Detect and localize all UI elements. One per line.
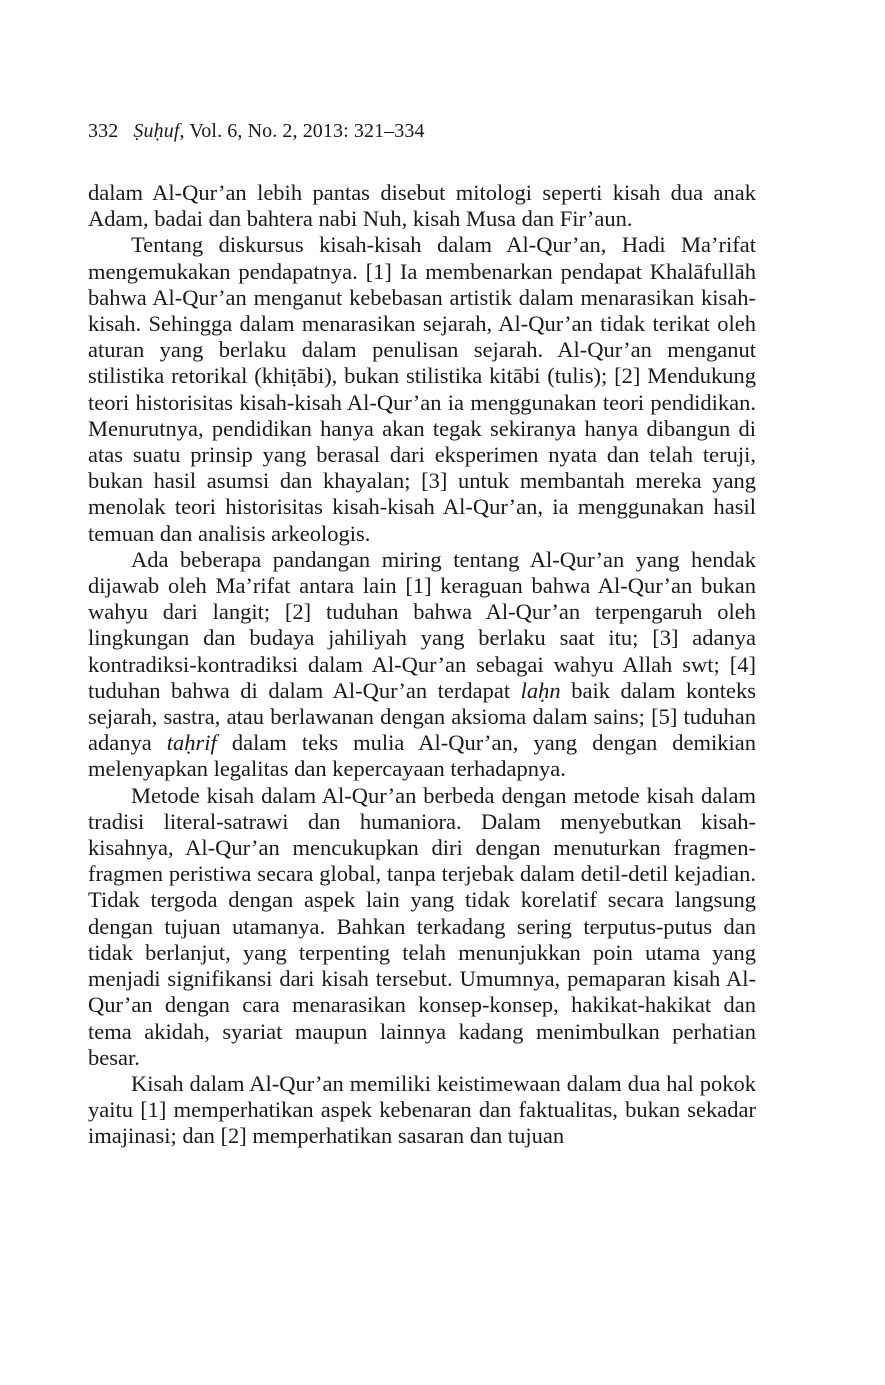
journal-name: Ṣuḥuf,: [133, 120, 185, 142]
body-text: [88, 180, 756, 1150]
page-number: 332: [88, 120, 119, 142]
term-tahrif: taḥrif: [166, 730, 217, 756]
paragraph-3-text-c: dalam teks mulia Al-Qur’an, yang dengan demikian melenyapkan legalitas dan kepercayaan terhadapnya.: [88, 730, 756, 782]
paragraph-2: Tentang diskursus kisah-kisah dalam Al-Qur’an, Hadi Ma’rifat mengemukakan pendapatnya. [1] Ia membenarkan pendapat Khalāfullāh bahwa Al-Qur’an menganut kebebasan artistik dalam menarasikan kisah-kisah. Sehingga dalam menarasikan sejarah, Al-Qur’an tidak terikat oleh aturan yang berlaku dalam penulisan sejarah. Al-Qur’an menganut stilistika retorikal (khiṭābi), bukan stilistika kitābi (tulis); [2] Mendukung teori historisitas kisah-kisah Al-Qur’an ia menggunakan teori pendidikan. Menurutnya, pendidikan hanya akan tegak sekiranya hanya dibangun di atas suatu prinsip yang berasal dari eksperimen nyata dan telah teruji, bukan hasil asumsi dan khayalan; [3] untuk membantah mereka yang menolak teori historisitas kisah-kisah Al-Qur’an, ia menggunakan hasil temuan dan analisis arkeologis.: [88, 232, 756, 546]
paragraph-4: Metode kisah dalam Al-Qur’an berbeda dengan metode kisah dalam tradisi literal-satrawi dan humaniora. Dalam menyebutkan kisah-kisahnya, Al-Qur’an mencukupkan diri dengan menuturkan fragmen-fragmen peristiwa secara global, tanpa terjebak dalam detil-detil kejadian. Tidak tergoda dengan aspek lain yang tidak korelatif secara langsung dengan tujuan utamanya. Bahkan terkadang sering terputus-putus dan tidak berlanjut, yang terpenting telah menunjukkan poin utama yang menjadi signifikansi dari kisah tersebut. Umumnya, pemaparan kisah Al-Qur’an dengan cara menarasikan konsep-konsep, hakikat-hakikat dan tema akidah, syariat maupun lainnya kadang menimbulkan perhatian besar.: [88, 782, 756, 1070]
paragraph-3: [88, 547, 756, 783]
paragraph-3-text-a: Ada beberapa pandangan miring tentang Al-Qur’an yang hendak dijawab oleh Ma’rifat antara lain [1] keraguan bahwa Al-Qur’an bukan wahyu dari langit; [2] tuduhan bahwa Al-Qur’an terpengaruh oleh lingkungan dan budaya jahiliyah yang berlaku saat itu; [3] adanya kontradiksi-kontradiksi dalam Al-Qur’an sebagai wahyu Allah swt; [4] tuduhan bahwa di dalam Al-Qur’an terdapat: [88, 546, 756, 703]
running-header: [88, 120, 425, 143]
term-lahn: laḥn: [520, 677, 561, 703]
journal-citation: Vol. 6, No. 2, 2013: 321–334: [189, 120, 425, 142]
paragraph-5: Kisah dalam Al-Qur’an memiliki keistimewaan dalam dua hal pokok yaitu [1] memperhatikan aspek kebenaran dan faktualitas, bukan sekadar imajinasi; dan [2] memperhatikan sasaran dan tujuan: [88, 1070, 756, 1149]
paragraph-3-text-b: baik dalam konteks sejarah, sastra, atau berlawanan dengan aksioma dalam sains; [5] tuduhan adanya: [88, 677, 756, 756]
paragraph-1: dalam Al-Qur’an lebih pantas disebut mitologi seperti kisah dua anak Adam, badai dan bahtera nabi Nuh, kisah Musa dan Fir’aun.: [88, 180, 756, 232]
